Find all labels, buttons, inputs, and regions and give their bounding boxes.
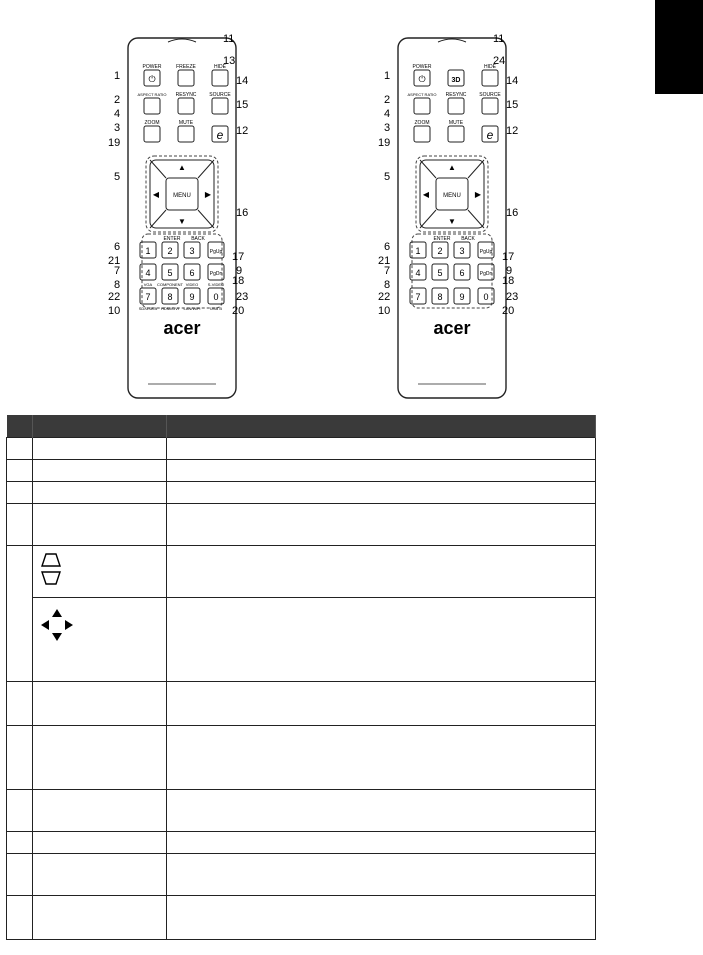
row-desc (167, 832, 596, 854)
remote-b-power-icon: ⏻ (418, 74, 426, 84)
remote-a-digit-6: 6 (189, 268, 195, 278)
remote-b-power-label: POWER (412, 64, 432, 70)
remote-a-source-label: SOURCE (209, 92, 231, 98)
function-table (6, 415, 596, 940)
remote-a-mute-label: MUTE (178, 120, 194, 126)
row-desc (167, 790, 596, 832)
callout: 22 (378, 291, 391, 303)
callout: 10 (108, 305, 121, 317)
row-desc (167, 896, 596, 940)
row-name (33, 546, 167, 598)
row-desc (167, 854, 596, 896)
remote-a-pgdn-label: PgDn (209, 271, 223, 277)
callout: 21 (378, 255, 391, 267)
remote-a-freeze-label: FREEZE (176, 64, 196, 70)
keystone-down-icon (41, 571, 61, 585)
remote-b-digit-7: 7 (415, 292, 421, 302)
remote-a-menu-label: MENU (173, 193, 191, 199)
remote-b-digit-9: 9 (459, 292, 465, 302)
row-name (33, 790, 167, 832)
remote-b-digit-6: 6 (459, 268, 465, 278)
remote-a-brand-logo: acer (163, 318, 201, 338)
remote-b-pgdn-label: PgDn (479, 271, 493, 277)
callout: 18 (232, 275, 245, 287)
remote-b-digit-5: 5 (437, 268, 443, 278)
remote-b-menu-label: MENU (443, 193, 461, 199)
callout: 17 (232, 251, 245, 263)
remote-b-digit-8: 8 (437, 292, 443, 302)
row-name (33, 438, 167, 460)
row-name (33, 682, 167, 726)
table-row (7, 504, 596, 546)
remote-b-brand-logo: acer (433, 318, 471, 338)
remote-b-aspect-label: ASPECT RATIO (407, 92, 437, 97)
remote-a-pgup-label: PgUp (209, 249, 223, 255)
callout: 15 (236, 99, 249, 111)
callout: 4 (114, 108, 121, 120)
callout: 7 (384, 265, 391, 277)
remote-a-zoom-label: ZOOM (144, 120, 160, 126)
remote-b-hide-label: HIDE (484, 64, 496, 70)
remote-a-up-icon: ▲ (178, 163, 186, 172)
remote-a-digit-2: 2 (167, 246, 173, 256)
row-desc (167, 438, 596, 460)
row-name (33, 504, 167, 546)
row-desc (167, 504, 596, 546)
callout: 21 (108, 255, 121, 267)
remote-b-digit-4: 4 (415, 268, 421, 278)
row-number (7, 482, 33, 504)
table-header (7, 415, 33, 438)
remote-a-sdusb-label: SD/USB A (138, 306, 158, 311)
remote-b (378, 33, 518, 398)
callout: 2 (384, 94, 391, 106)
remote-a-lan-label: LAN/WiFi (183, 306, 201, 311)
callout: 14 (506, 75, 519, 87)
four-way-arrow-icon (39, 607, 75, 643)
table-header (33, 415, 167, 438)
callout: 16 (506, 207, 519, 219)
table-header (167, 415, 596, 438)
callout: 9 (236, 265, 243, 277)
table-row (7, 790, 596, 832)
remote-b-zoom-label: ZOOM (414, 120, 430, 126)
remote-a-empowering-label: e (216, 128, 224, 142)
remote-b-digit-0: 0 (483, 292, 489, 302)
callout: 12 (236, 125, 249, 137)
table-row (7, 854, 596, 896)
row-number (7, 460, 33, 482)
remote-b-enter-label: ENTER (433, 236, 451, 242)
callout: 1 (114, 70, 121, 82)
row-desc (167, 546, 596, 598)
row-desc (167, 726, 596, 790)
remote-b-left-icon: ◀ (422, 190, 430, 199)
remote-a-left-icon: ◀ (152, 190, 160, 199)
row-number (7, 854, 33, 896)
remote-b-up-icon: ▲ (448, 163, 456, 172)
remote-diagrams (0, 0, 703, 400)
callout: 3 (384, 122, 391, 134)
row-name (33, 482, 167, 504)
row-name (33, 460, 167, 482)
remote-a-aspect-label: ASPECT RATIO (137, 92, 167, 97)
remote-a-hide-label: HIDE (214, 64, 226, 70)
row-number (7, 438, 33, 460)
remote-b-empowering-label: e (486, 128, 494, 142)
row-desc (167, 482, 596, 504)
remote-b-source-label: SOURCE (479, 92, 501, 98)
row-name (33, 832, 167, 854)
row-number (7, 546, 33, 682)
remote-a-usbb-label: USB B (209, 306, 223, 311)
callout: 7 (114, 265, 121, 277)
callout: 17 (502, 251, 515, 263)
callout: 23 (236, 291, 249, 303)
table-row (7, 832, 596, 854)
row-desc (167, 682, 596, 726)
row-number (7, 504, 33, 546)
row-name (33, 726, 167, 790)
remote-a-power-label: POWER (142, 64, 162, 70)
table-row (7, 546, 596, 598)
remote-a-digit-8: 8 (167, 292, 173, 302)
callout: 10 (378, 305, 391, 317)
remote-a-enter-label: ENTER (163, 236, 181, 242)
callout: 13 (223, 55, 236, 67)
remote-a-resync-label: RESYNC (175, 92, 197, 98)
table-row (7, 682, 596, 726)
remote-a-digit-1: 1 (145, 246, 151, 256)
callout: 19 (378, 137, 391, 149)
callout: 9 (506, 265, 513, 277)
callout: 5 (114, 171, 121, 183)
table-row (7, 482, 596, 504)
remote-b-right-icon: ▶ (474, 190, 482, 199)
callout: 1 (384, 70, 391, 82)
callout: 2 (114, 94, 121, 106)
remote-b-mute-label: MUTE (448, 120, 464, 126)
callout: 24 (493, 55, 506, 67)
callout: 19 (108, 137, 121, 149)
row-number (7, 682, 33, 726)
remote-b-3d-label: 3D (451, 77, 461, 84)
remote-a-digit-9: 9 (189, 292, 195, 302)
callout: 3 (114, 122, 121, 134)
remote-b-pgup-label: PgUp (479, 249, 493, 255)
remote-a-svideo-label: S-VIDEO (207, 282, 225, 287)
table-header-row (7, 415, 596, 438)
remote-a-component-label: COMPONENT (157, 282, 183, 287)
callout: 20 (502, 305, 515, 317)
callout: 16 (236, 207, 249, 219)
callout: 20 (232, 305, 245, 317)
callout: 23 (506, 291, 519, 303)
callout: 5 (384, 171, 391, 183)
row-desc (167, 598, 596, 682)
callout: 18 (502, 275, 515, 287)
remote-a-vga-label: VGA (143, 282, 153, 287)
remote-a-digit-0: 0 (213, 292, 219, 302)
remote-b-digit-3: 3 (459, 246, 465, 256)
remote-a-right-icon: ▶ (204, 190, 212, 199)
remote-b-digit-2: 2 (437, 246, 443, 256)
callout: 15 (506, 99, 519, 111)
remote-a (108, 33, 248, 398)
remote-a-digit-5: 5 (167, 268, 173, 278)
table-row (7, 460, 596, 482)
callout: 8 (384, 279, 391, 291)
callout: 8 (114, 279, 121, 291)
row-name (33, 896, 167, 940)
remote-a-digit-4: 4 (145, 268, 151, 278)
callout: 6 (114, 241, 121, 253)
remote-b-resync-label: RESYNC (445, 92, 467, 98)
table-row (7, 438, 596, 460)
callout: 6 (384, 241, 391, 253)
callout: 4 (384, 108, 391, 120)
row-number (7, 832, 33, 854)
table-row (7, 726, 596, 790)
keystone-up-icon (41, 553, 61, 567)
remote-a-power-icon: ⏻ (148, 74, 156, 84)
remote-b-down-icon: ▼ (448, 217, 456, 226)
row-desc (167, 460, 596, 482)
callout: 11 (223, 33, 235, 45)
remote-a-back-label: BACK (191, 236, 205, 242)
remote-a-digit-7: 7 (145, 292, 151, 302)
remote-a-digit-3: 3 (189, 246, 195, 256)
callout: 22 (108, 291, 121, 303)
callout: 11 (493, 33, 505, 45)
row-number (7, 790, 33, 832)
row-number (7, 896, 33, 940)
remote-a-hdmi-label: HDMI/DVI (161, 306, 179, 311)
remote-a-video-label: VIDEO (185, 282, 199, 287)
table-row (7, 896, 596, 940)
callout: 12 (506, 125, 519, 137)
remote-b-digit-1: 1 (415, 246, 421, 256)
remote-a-down-icon: ▼ (178, 217, 186, 226)
row-number (7, 726, 33, 790)
table-row (7, 598, 596, 682)
row-name (33, 598, 167, 682)
callout: 14 (236, 75, 249, 87)
remote-b-back-label: BACK (461, 236, 475, 242)
row-name (33, 854, 167, 896)
